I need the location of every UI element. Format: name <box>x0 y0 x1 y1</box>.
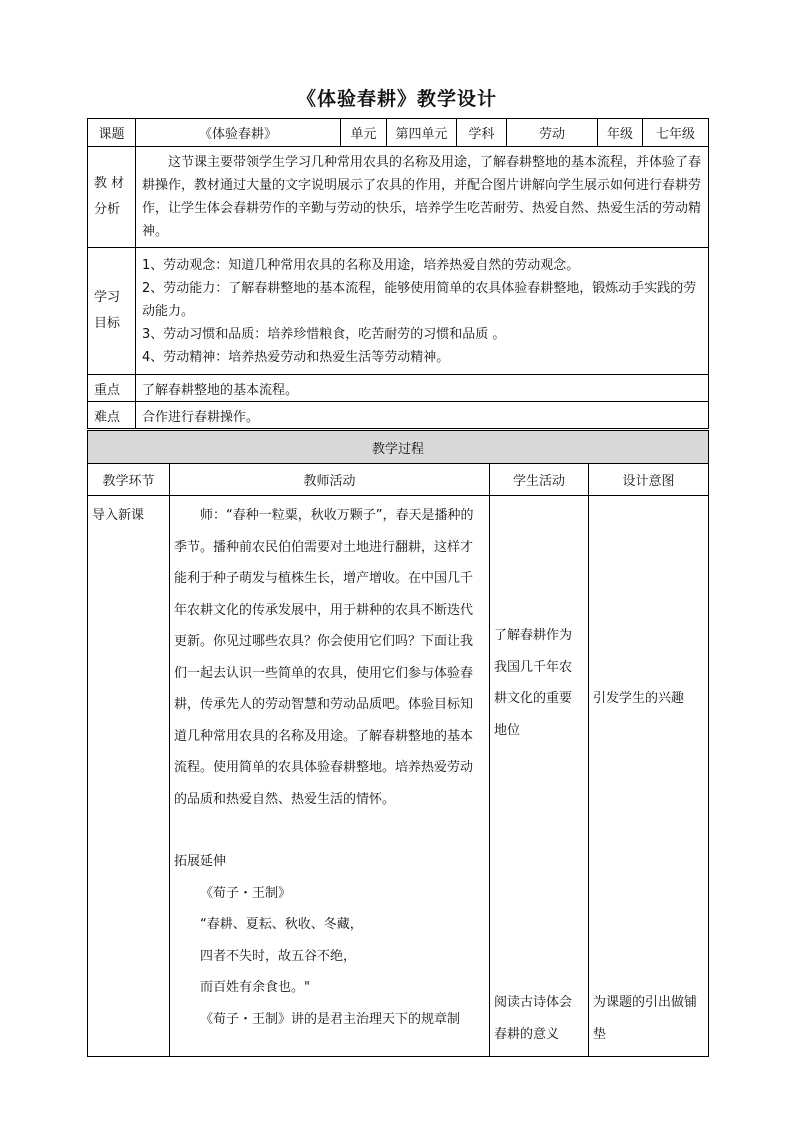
column-header: 教学环节 <box>88 464 170 496</box>
label-subject: 学科 <box>457 119 507 147</box>
unit-value: 第四单元 <box>387 119 457 147</box>
column-header: 教师活动 <box>170 464 490 496</box>
column-header-row <box>88 464 709 496</box>
extension-line: 《荀子・王制》 <box>200 885 292 901</box>
lesson-info-table <box>87 118 709 429</box>
topic-value: 《体验春耕》 <box>136 119 341 147</box>
goal-item: 1、劳动观念：知道几种常用农具的名称及用途，培养热爱自然的劳动观念。 <box>142 257 580 273</box>
process-header: 教学过程 <box>88 431 709 464</box>
process-row <box>88 496 709 1057</box>
student-activity-2: 阅读古诗体会春耕的意义 <box>494 995 573 1042</box>
label-topic: 课题 <box>88 119 136 147</box>
extension-note: 《荀子・王制》讲的是君主治理天下的规章制 <box>200 1011 461 1027</box>
key-row <box>88 375 709 402</box>
key-text: 了解春耕整地的基本流程。 <box>136 375 709 402</box>
label-grade: 年级 <box>598 119 643 147</box>
label-unit: 单元 <box>341 119 387 147</box>
goal-item: 3、劳动习惯和品质：培养珍惜粮食，吃苦耐劳的习惯和品质 。 <box>142 326 506 342</box>
goals-list <box>136 248 709 375</box>
label-difficulty: 难点 <box>88 402 136 429</box>
label-analysis: 教 材 分析 <box>88 147 136 248</box>
extension-title: 拓展延伸 <box>174 854 227 869</box>
label-goals: 学习 目标 <box>88 248 136 375</box>
extension-line: “春耕、夏耘、秋收、冬藏， <box>200 917 363 932</box>
blank-line <box>174 815 485 846</box>
student-activity-1: 了解春耕作为我国几千年农耕文化的重要地位 <box>494 628 573 738</box>
teacher-activity <box>170 496 490 1057</box>
info-row <box>88 119 709 147</box>
extension-line: 四者不失时，故五谷不绝， <box>200 948 357 964</box>
teacher-intro: 师：“春种一粒粟，秋收万颗子”，春天是播种的季节。播种前农民伯伯需要对土地进行翻耕，这样才能利于种子萌发与植株生长，增产增收。在中国几千年农耕文化的传承发展中，用于耕种的农具不断迭代更新。你见过哪些农具？你会使用它们吗？下面让我们一起去认识一些简单的农具，使用它们参与体验春耕，传承先人的劳动智慧和劳动品质吧。体验目标知道几种常用农具的名称及用途。了解春耕整地的基本流程。使用简单的农具体验春耕整地。培养热爱劳动的品质和热爱自然、热爱生活的情怀。 <box>174 508 474 807</box>
difficulty-text: 合作进行春耕操作。 <box>136 402 709 429</box>
process-header-row <box>88 431 709 464</box>
column-header: 学生活动 <box>490 464 589 496</box>
column-header: 设计意图 <box>589 464 709 496</box>
design-intent-1: 引发学生的兴趣 <box>593 691 685 706</box>
analysis-row <box>88 147 709 248</box>
design-intent <box>589 496 709 1057</box>
stage-label: 导入新课 <box>88 496 170 1057</box>
teaching-process-table <box>87 430 709 1057</box>
grade-value: 七年级 <box>643 119 709 147</box>
subject-value: 劳动 <box>507 119 598 147</box>
label-key: 重点 <box>88 375 136 402</box>
student-activity <box>490 496 589 1057</box>
goal-item: 4、劳动精神：培养热爱劳动和热爱生活等劳动精神。 <box>142 349 450 365</box>
extension-line: 而百姓有余食也。" <box>200 980 310 995</box>
difficulty-row <box>88 402 709 429</box>
goal-item: 2、劳动能力：了解春耕整地的基本流程，能够使用简单的农具体验春耕整地，锻炼动手实践的劳动能力。 <box>142 280 697 319</box>
goals-row <box>88 248 709 375</box>
design-intent-2: 为课题的引出做铺垫 <box>593 995 698 1042</box>
page-title: 《体验春耕》教学设计 <box>296 88 497 110</box>
analysis-text: 这节课主要带领学生学习几种常用农具的名称及用途，了解春耕整地的基本流程，并体验了春耕操作，教材通过大量的文字说明展示了农具的作用，并配合图片讲解向学生展示如何进行春耕劳作，让学生体会春耕劳作的辛勤与劳动的快乐，培养学生吃苦耐劳、热爱自然、热爱生活的劳动精神。 <box>136 147 709 248</box>
